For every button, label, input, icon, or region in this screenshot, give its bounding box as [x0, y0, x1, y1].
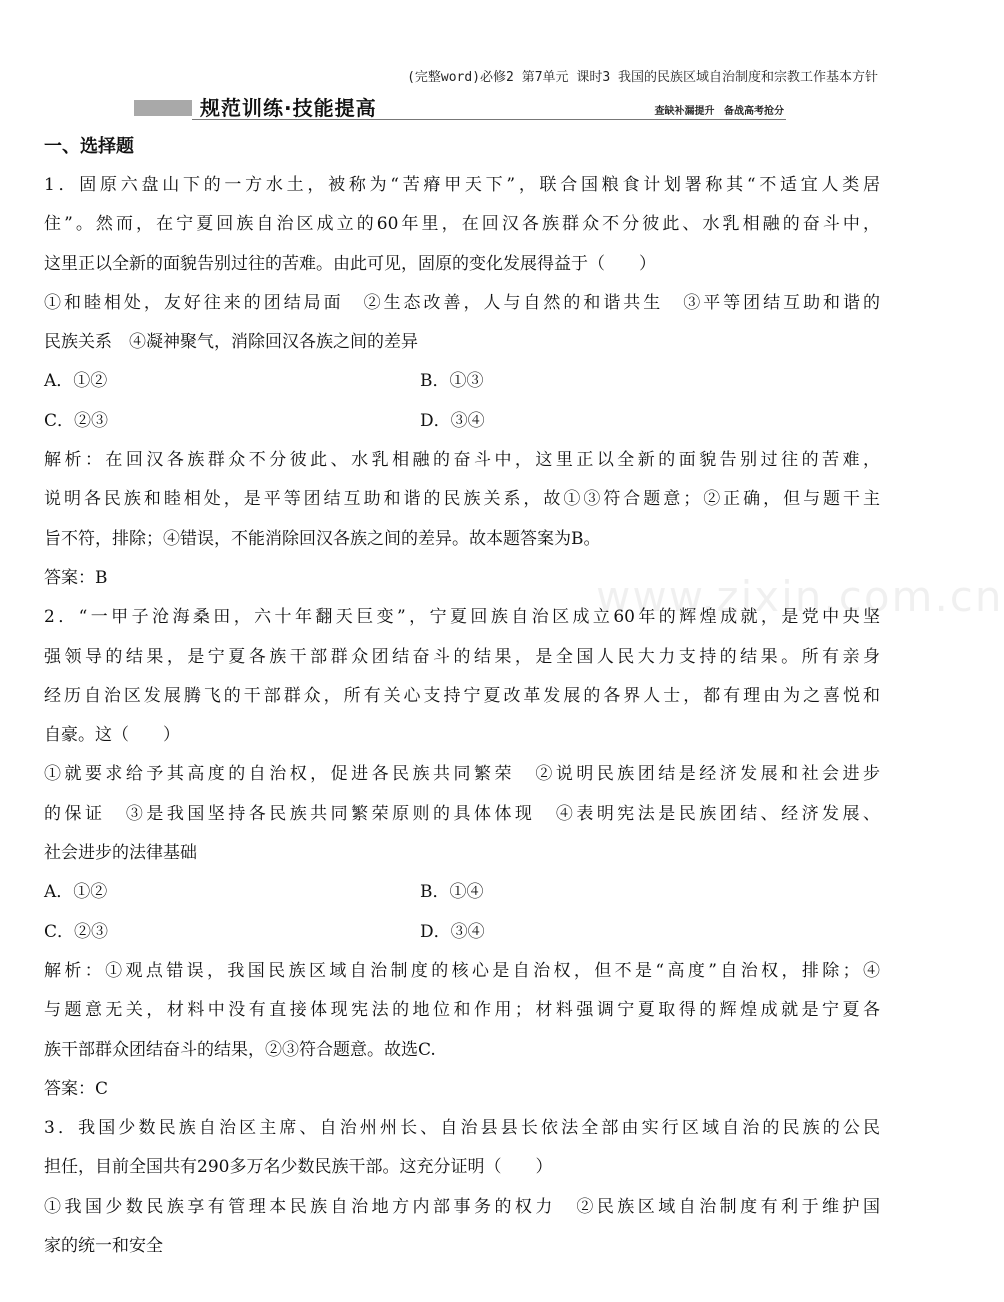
- question-stem-line: 自豪。这（ ）: [44, 725, 180, 746]
- question-statement-line: 社会进步的法律基础: [44, 843, 197, 864]
- option-row: [44, 913, 880, 952]
- section-banner: [134, 92, 786, 122]
- analysis-line: 说明各民族和睦相处，是平等团结互助和谐的民族关系，故①③符合题意；②正确，但与题干主: [44, 489, 880, 510]
- question-stem-line: 3．我国少数民族自治区主席、自治州州长、自治县县长依法全部由实行区域自治的民族的公民: [44, 1118, 880, 1139]
- option-c: C．②③: [44, 410, 109, 431]
- option-b: B．①③: [420, 371, 484, 392]
- analysis-line: 旨不符，排除；④错误，不能消除回汉各族之间的差异。故本题答案为B。: [44, 528, 601, 549]
- question-stem-line: 强领导的结果，是宁夏各族干部群众团结奋斗的结果，是全国人民大力支持的结果。所有亲身: [44, 646, 880, 667]
- option-c: C．②③: [44, 921, 109, 942]
- option-d: D．③④: [420, 410, 485, 431]
- document-title: (完整word)必修2 第7单元 课时3 我国的民族区域自治制度和宗教工作基本方针: [407, 70, 878, 85]
- answer-line: 答案：C: [44, 1078, 109, 1099]
- question-stem-line: 担任，目前全国共有290多万名少数民族干部。这充分证明（ ）: [44, 1157, 553, 1178]
- banner-rule: [192, 119, 786, 120]
- question-stem-line: 住”。然而，在宁夏回族自治区成立的60年里，在回汉各族群众不分彼此、水乳相融的奋斗中，: [44, 214, 880, 235]
- question-stem-line: 2．“一甲子沧海桑田，六十年翻天巨变”，宁夏回族自治区成立60年的辉煌成就，是党中央坚: [44, 607, 880, 628]
- option-row: [44, 873, 880, 912]
- question-statement-line: ①就要求给予其高度的自治权，促进各民族共同繁荣 ②说明民族团结是经济发展和社会进步: [44, 764, 880, 785]
- question-2: [44, 598, 880, 1109]
- answer-line: 答案：B: [44, 567, 108, 588]
- question-statement-line: ①我国少数民族享有管理本民族自治地方内部事务的权力 ②民族区域自治制度有利于维护国: [44, 1196, 880, 1217]
- option-row: [44, 402, 880, 441]
- option-row: [44, 362, 880, 401]
- document-body: [44, 132, 880, 1266]
- question-1: [44, 166, 880, 598]
- analysis-line: 解析：在回汉各族群众不分彼此、水乳相融的奋斗中，这里正以全新的面貌告别过往的苦难，: [44, 450, 880, 471]
- option-d: D．③④: [420, 921, 485, 942]
- option-a: A．①②: [44, 371, 108, 392]
- question-statement-line: 民族关系 ④凝神聚气，消除回汉各族之间的差异: [44, 332, 418, 353]
- question-3: [44, 1109, 880, 1266]
- analysis-line: 与题意无关，材料中没有直接体现宪法的地位和作用；材料强调宁夏取得的辉煌成就是宁夏各: [44, 1000, 880, 1021]
- question-statement-line: 的保证 ③是我国坚持各民族共同繁荣原则的具体体现 ④表明宪法是民族团结、经济发展、: [44, 803, 880, 824]
- watermark: www.zixin.com.cn: [596, 572, 1004, 621]
- option-a: A．①②: [44, 882, 108, 903]
- question-statement-line: ①和睦相处，友好往来的团结局面 ②生态改善，人与自然的和谐共生 ③平等团结互助和谐的: [44, 292, 880, 313]
- banner-subtitle: 查缺补漏提升 备战高考抢分: [654, 106, 784, 117]
- question-statement-line: 家的统一和安全: [44, 1236, 163, 1257]
- analysis-line: 族干部群众团结奋斗的结果，②③符合题意。故选C.: [44, 1039, 436, 1060]
- section-title: 一、选择题: [44, 136, 134, 157]
- question-stem-line: 经历自治区发展腾飞的干部群众，所有关心支持宁夏改革发展的各界人士，都有理由为之喜悦和: [44, 685, 880, 706]
- analysis-line: 解析：①观点错误，我国民族区域自治制度的核心是自治权，但不是“高度”自治权，排除；④: [44, 960, 880, 981]
- question-stem-line: 这里正以全新的面貌告别过往的苦难。由此可见，固原的变化发展得益于（ ）: [44, 253, 656, 274]
- banner-decor-block: [134, 100, 192, 116]
- option-b: B．①④: [420, 882, 484, 903]
- banner-title: 规范训练·技能提高: [200, 96, 377, 120]
- question-stem-line: 1．固原六盘山下的一方水土，被称为“苦瘠甲天下”，联合国粮食计划署称其“不适宜人类居: [44, 175, 880, 195]
